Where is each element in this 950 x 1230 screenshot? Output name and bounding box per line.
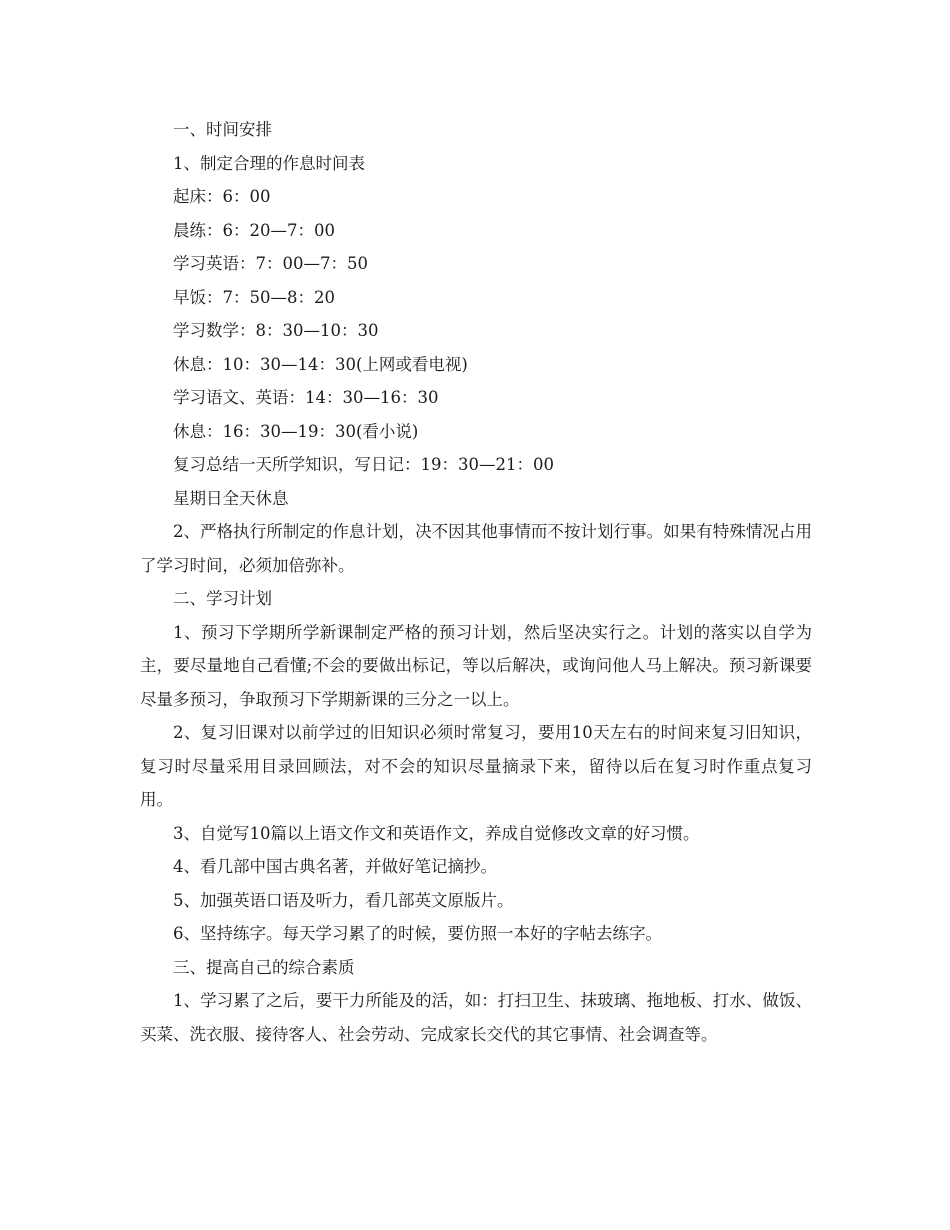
document-body (140, 113, 812, 1051)
schedule-item-study-chinese-english: 学习语文、英语：14：30—16：30 (173, 388, 439, 407)
schedule-item-sunday-rest: 星期日全天休息 (173, 488, 289, 508)
paragraph-review-old-lessons: 2、复习旧课对以前学过的旧知识必须时常复习，要用10天左右的时间来复习旧知识，复习时尽量采用目录回顾法，对不会的知识尽量摘录下来，留待以后在复习时作重点复习用。 (140, 723, 812, 809)
paragraph-preview-new-lessons: 1、预习下学期所学新课制定严格的预习计划，然后坚决实行之。计划的落实以自学为主，要尽量地自己看懂;不会的要做出标记，等以后解决，或询问他人马上解决。预习新课要尽量多预习，争取预习下学期新课的三分之一以上。 (140, 622, 812, 709)
paragraph-read-classics: 4、看几部中国古典名著，并做好笔记摘抄。 (173, 857, 497, 876)
paragraph-housework: 1、学习累了之后，要干力所能及的活，如：打扫卫生、抹玻璃、拖地板、打水、做饭、买菜、洗衣服、接待客人、社会劳动、完成家长交代的其它事情、社会调查等。 (140, 991, 812, 1044)
schedule-item-study-math: 学习数学：8：30—10：30 (173, 321, 379, 340)
paragraph-strict-execution: 2、严格执行所制定的作息计划，决不因其他事情而不按计划行事。如果有特殊情况占用了学习时间，必须加倍弥补。 (140, 522, 812, 575)
paragraph-calligraphy: 6、坚持练字。每天学习累了的时候，要仿照一本好的字帖去练字。 (173, 924, 662, 943)
schedule-item-review-diary: 复习总结一天所学知识，写日记：19：30—21：00 (173, 455, 554, 474)
paragraph-schedule-title: 1、制定合理的作息时间表 (173, 153, 365, 173)
schedule-item-rest-midday: 休息：10：30—14：30(上网或看电视) (173, 354, 468, 374)
section-heading-time-arrangement: 一、时间安排 (173, 120, 272, 139)
schedule-item-wake-up: 起床：6：00 (173, 187, 271, 206)
schedule-item-breakfast: 早饭：7：50—8：20 (173, 287, 335, 307)
paragraph-writing-compositions: 3、自觉写10篇以上语文作文和英语作文，养成自觉修改文章的好习惯。 (173, 823, 700, 843)
schedule-item-morning-exercise: 晨练：6：20—7：00 (173, 220, 335, 240)
schedule-item-rest-afternoon: 休息：16：30—19：30(看小说) (173, 421, 419, 441)
section-heading-study-plan: 二、学习计划 (173, 589, 272, 608)
paragraph-english-listening: 5、加强英语口语及听力，看几部英文原版片。 (173, 890, 514, 910)
section-heading-overall-quality: 三、提高自己的综合素质 (173, 957, 355, 977)
schedule-item-study-english: 学习英语：7：00—7：50 (173, 254, 368, 273)
